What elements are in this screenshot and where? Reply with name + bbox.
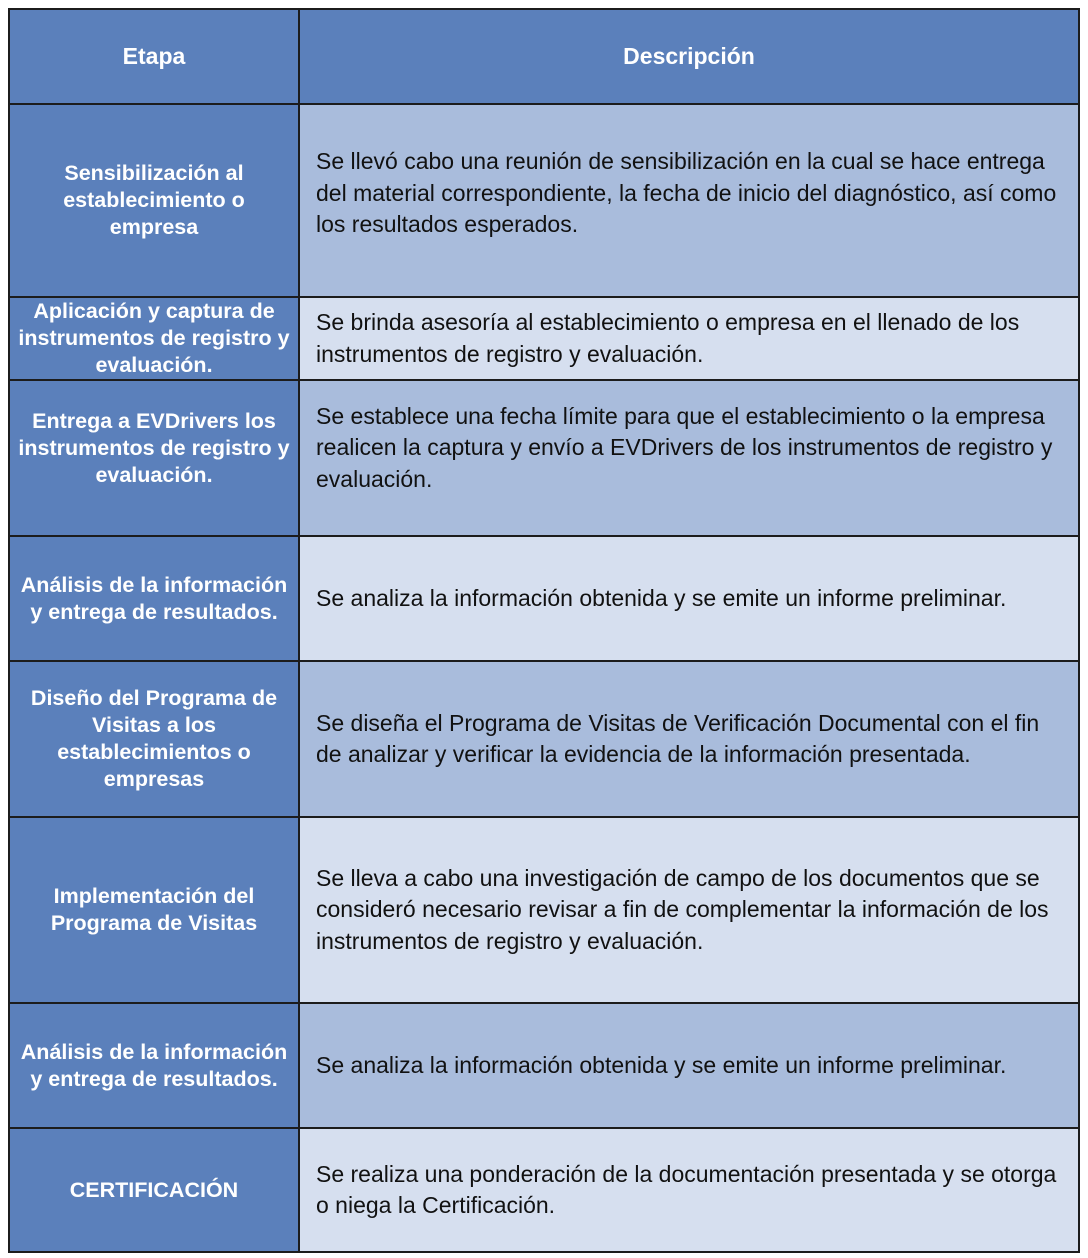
stage-name: Entrega a EVDrivers los instrumentos de registro y evaluación. (9, 380, 299, 536)
stage-description: Se diseña el Programa de Visitas de Verificación Documental con el fin de analizar y verificar la evidencia de la información presentada. (299, 661, 1079, 817)
header-row (9, 9, 1079, 104)
stage-description: Se analiza la información obtenida y se emite un informe preliminar. (299, 1003, 1079, 1128)
table-row (9, 1128, 1079, 1252)
stage-description: Se analiza la información obtenida y se emite un informe preliminar. (299, 536, 1079, 661)
stage-description: Se brinda asesoría al establecimiento o empresa en el llenado de los instrumentos de registro y evaluación. (299, 297, 1079, 380)
table-row (9, 380, 1079, 536)
stage-name: Diseño del Programa de Visitas a los establecimientos o empresas (9, 661, 299, 817)
stage-name: Aplicación y captura de instrumentos de registro y evaluación. (9, 297, 299, 380)
header-etapa: Etapa (9, 9, 299, 104)
stage-description: Se lleva a cabo una investigación de campo de los documentos que se consideró necesario revisar a fin de complementar la información de los instrumentos de registro y evaluación. (299, 817, 1079, 1003)
table-row (9, 1003, 1079, 1128)
stages-table (8, 8, 1080, 1253)
stage-name: Análisis de la información y entrega de resultados. (9, 536, 299, 661)
table-row (9, 817, 1079, 1003)
table-row (9, 661, 1079, 817)
stage-description: Se llevó cabo una reunión de sensibilización en la cual se hace entrega del material correspondiente, la fecha de inicio del diagnóstico, así como los resultados esperados. (299, 104, 1079, 297)
table-row (9, 297, 1079, 380)
stage-name: Análisis de la información y entrega de resultados. (9, 1003, 299, 1128)
table-row (9, 536, 1079, 661)
stage-description: Se realiza una ponderación de la documentación presentada y se otorga o niega la Certificación. (299, 1128, 1079, 1252)
stage-name: Implementación del Programa de Visitas (9, 817, 299, 1003)
header-descripcion: Descripción (299, 9, 1079, 104)
stage-name: CERTIFICACIÓN (9, 1128, 299, 1252)
stage-description: Se establece una fecha límite para que el establecimiento o la empresa realicen la captura y envío a EVDrivers de los instrumentos de registro y evaluación. (299, 380, 1079, 536)
table-row (9, 104, 1079, 297)
stage-name: Sensibilización al establecimiento o empresa (9, 104, 299, 297)
